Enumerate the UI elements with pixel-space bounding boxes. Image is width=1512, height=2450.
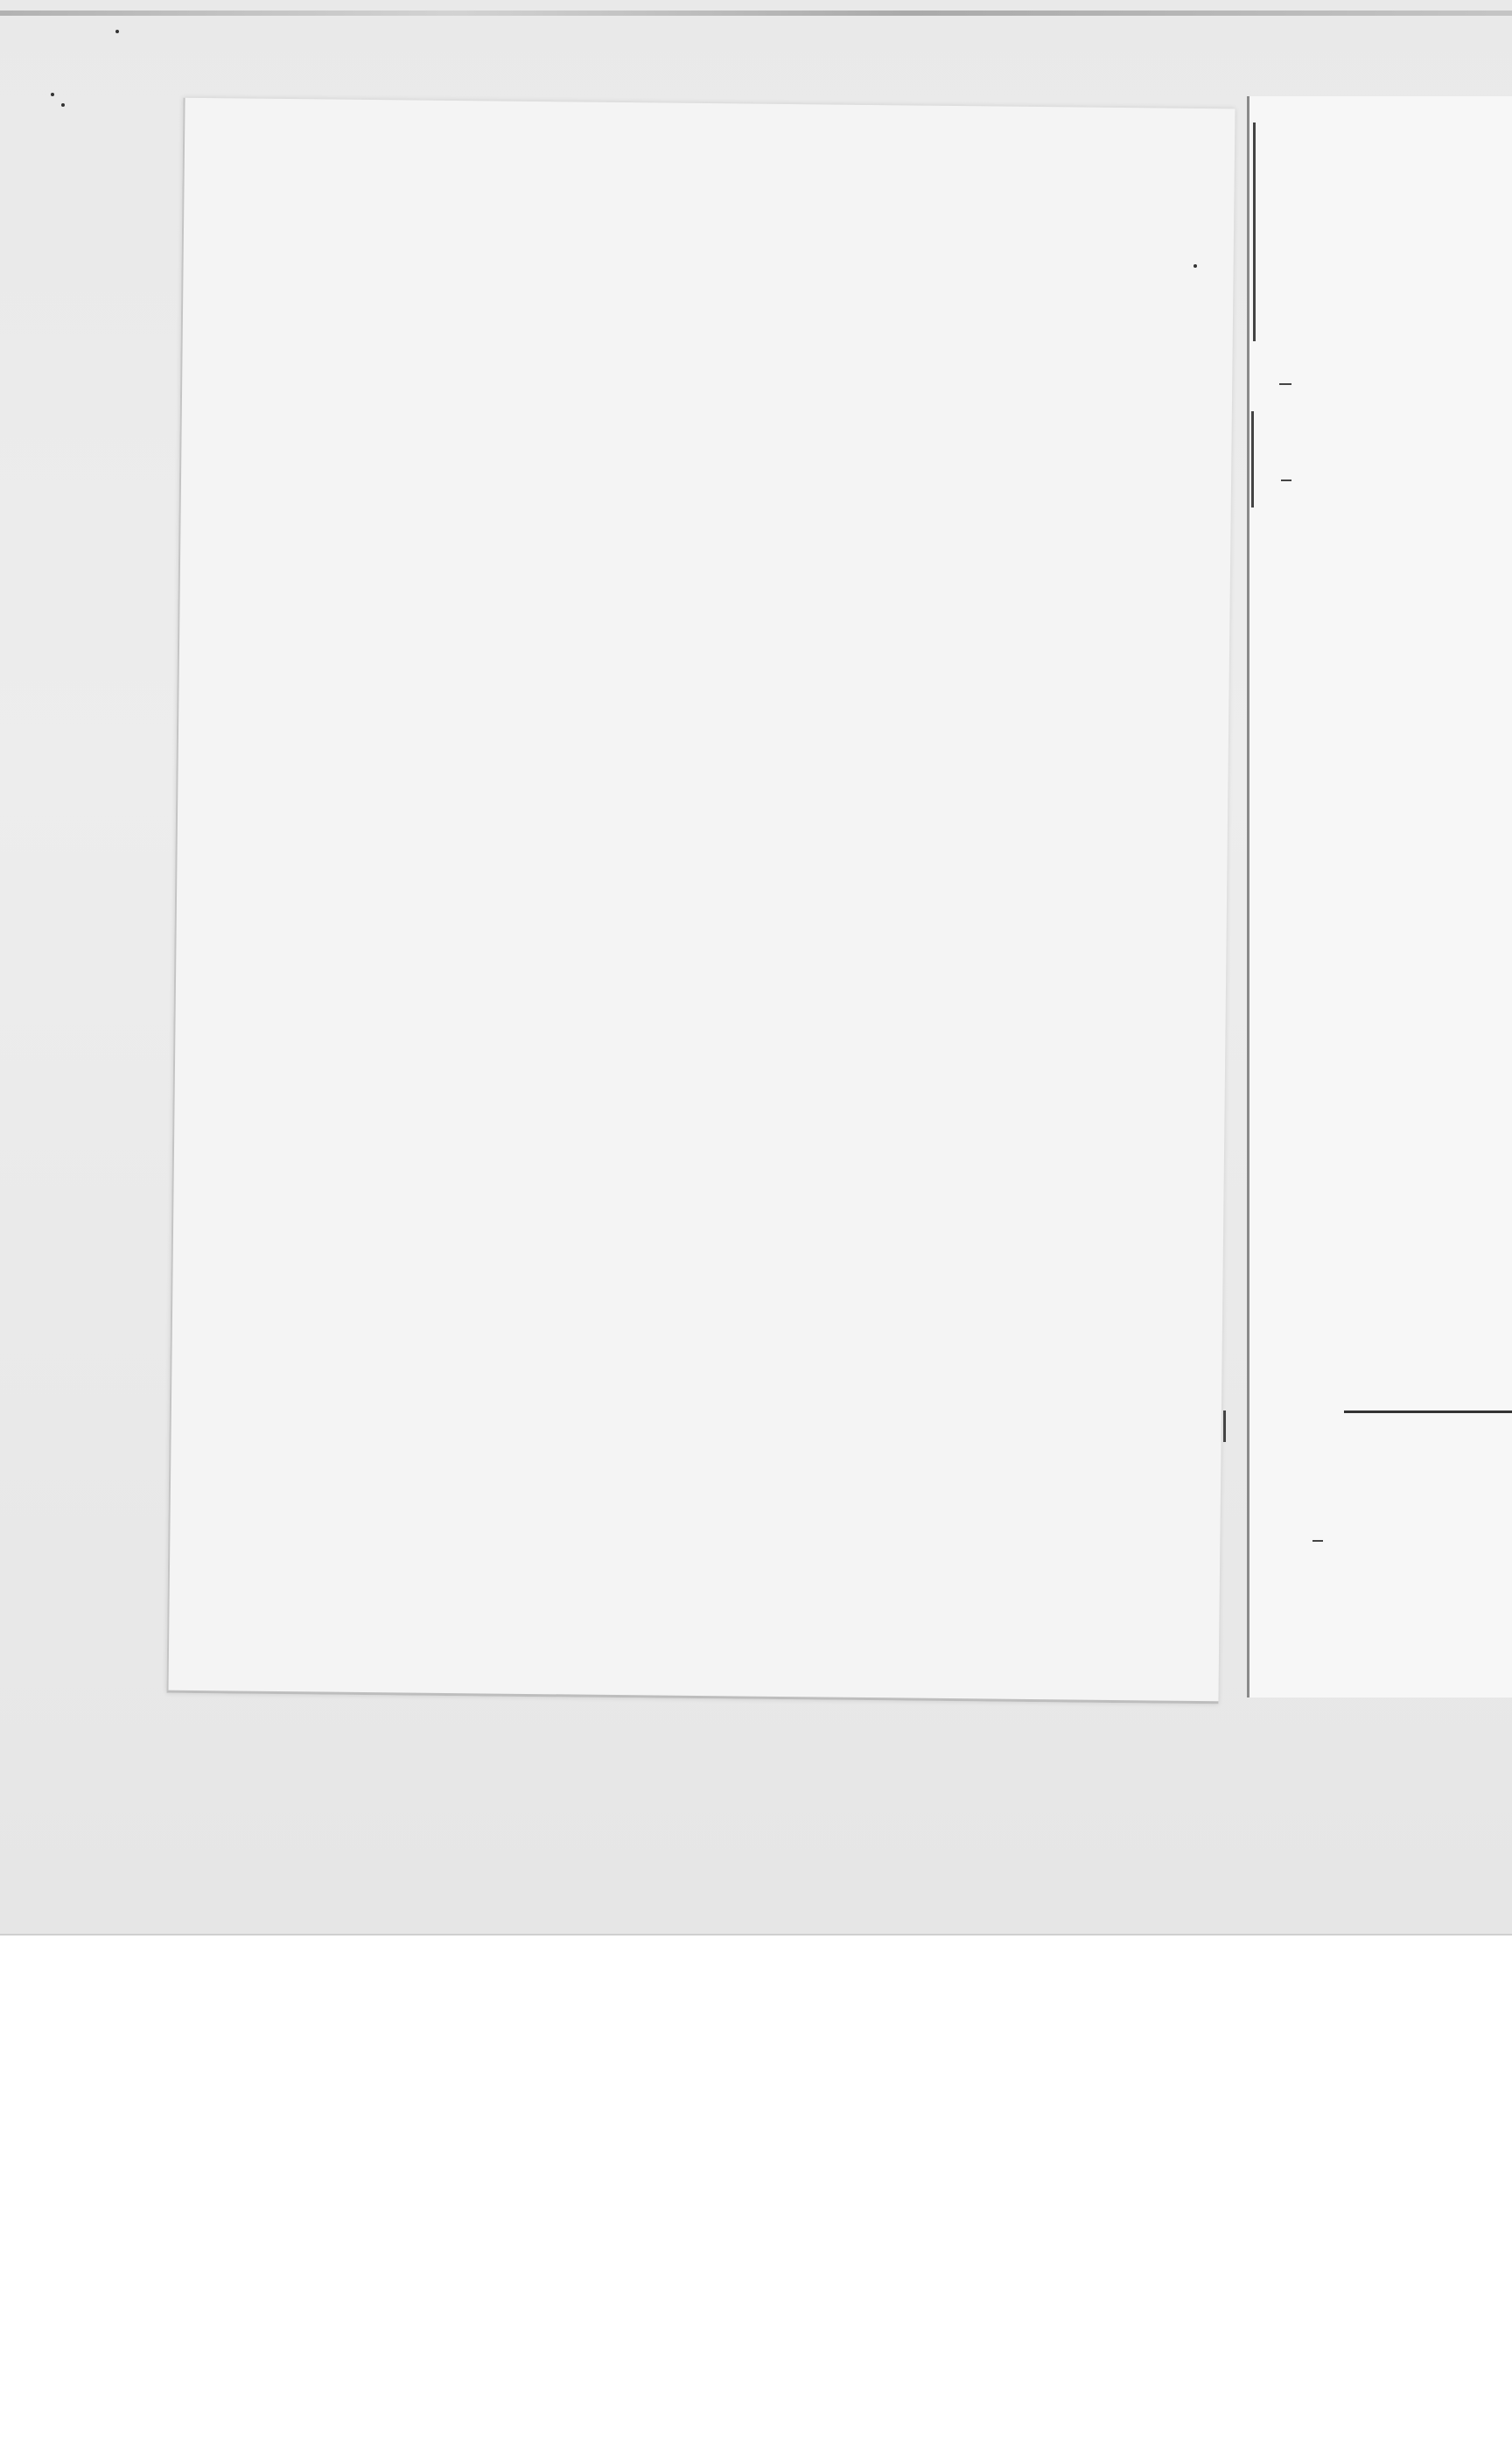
scan-edge-line	[0, 10, 1512, 16]
left-page-sheet	[166, 98, 1235, 1704]
right-page-sheet	[1247, 96, 1512, 1698]
page-fold-mark	[1251, 411, 1254, 508]
scan-speck	[116, 30, 119, 33]
margin-dash	[1281, 480, 1292, 481]
page-fold-mark	[1253, 122, 1256, 341]
scan-speck	[1194, 264, 1197, 268]
margin-dash	[1312, 1540, 1323, 1542]
margin-tick	[1223, 1410, 1226, 1442]
scan-speck	[51, 93, 54, 96]
scan-speck	[61, 103, 65, 107]
footnote-rule	[1344, 1410, 1512, 1413]
margin-dash	[1279, 383, 1292, 385]
